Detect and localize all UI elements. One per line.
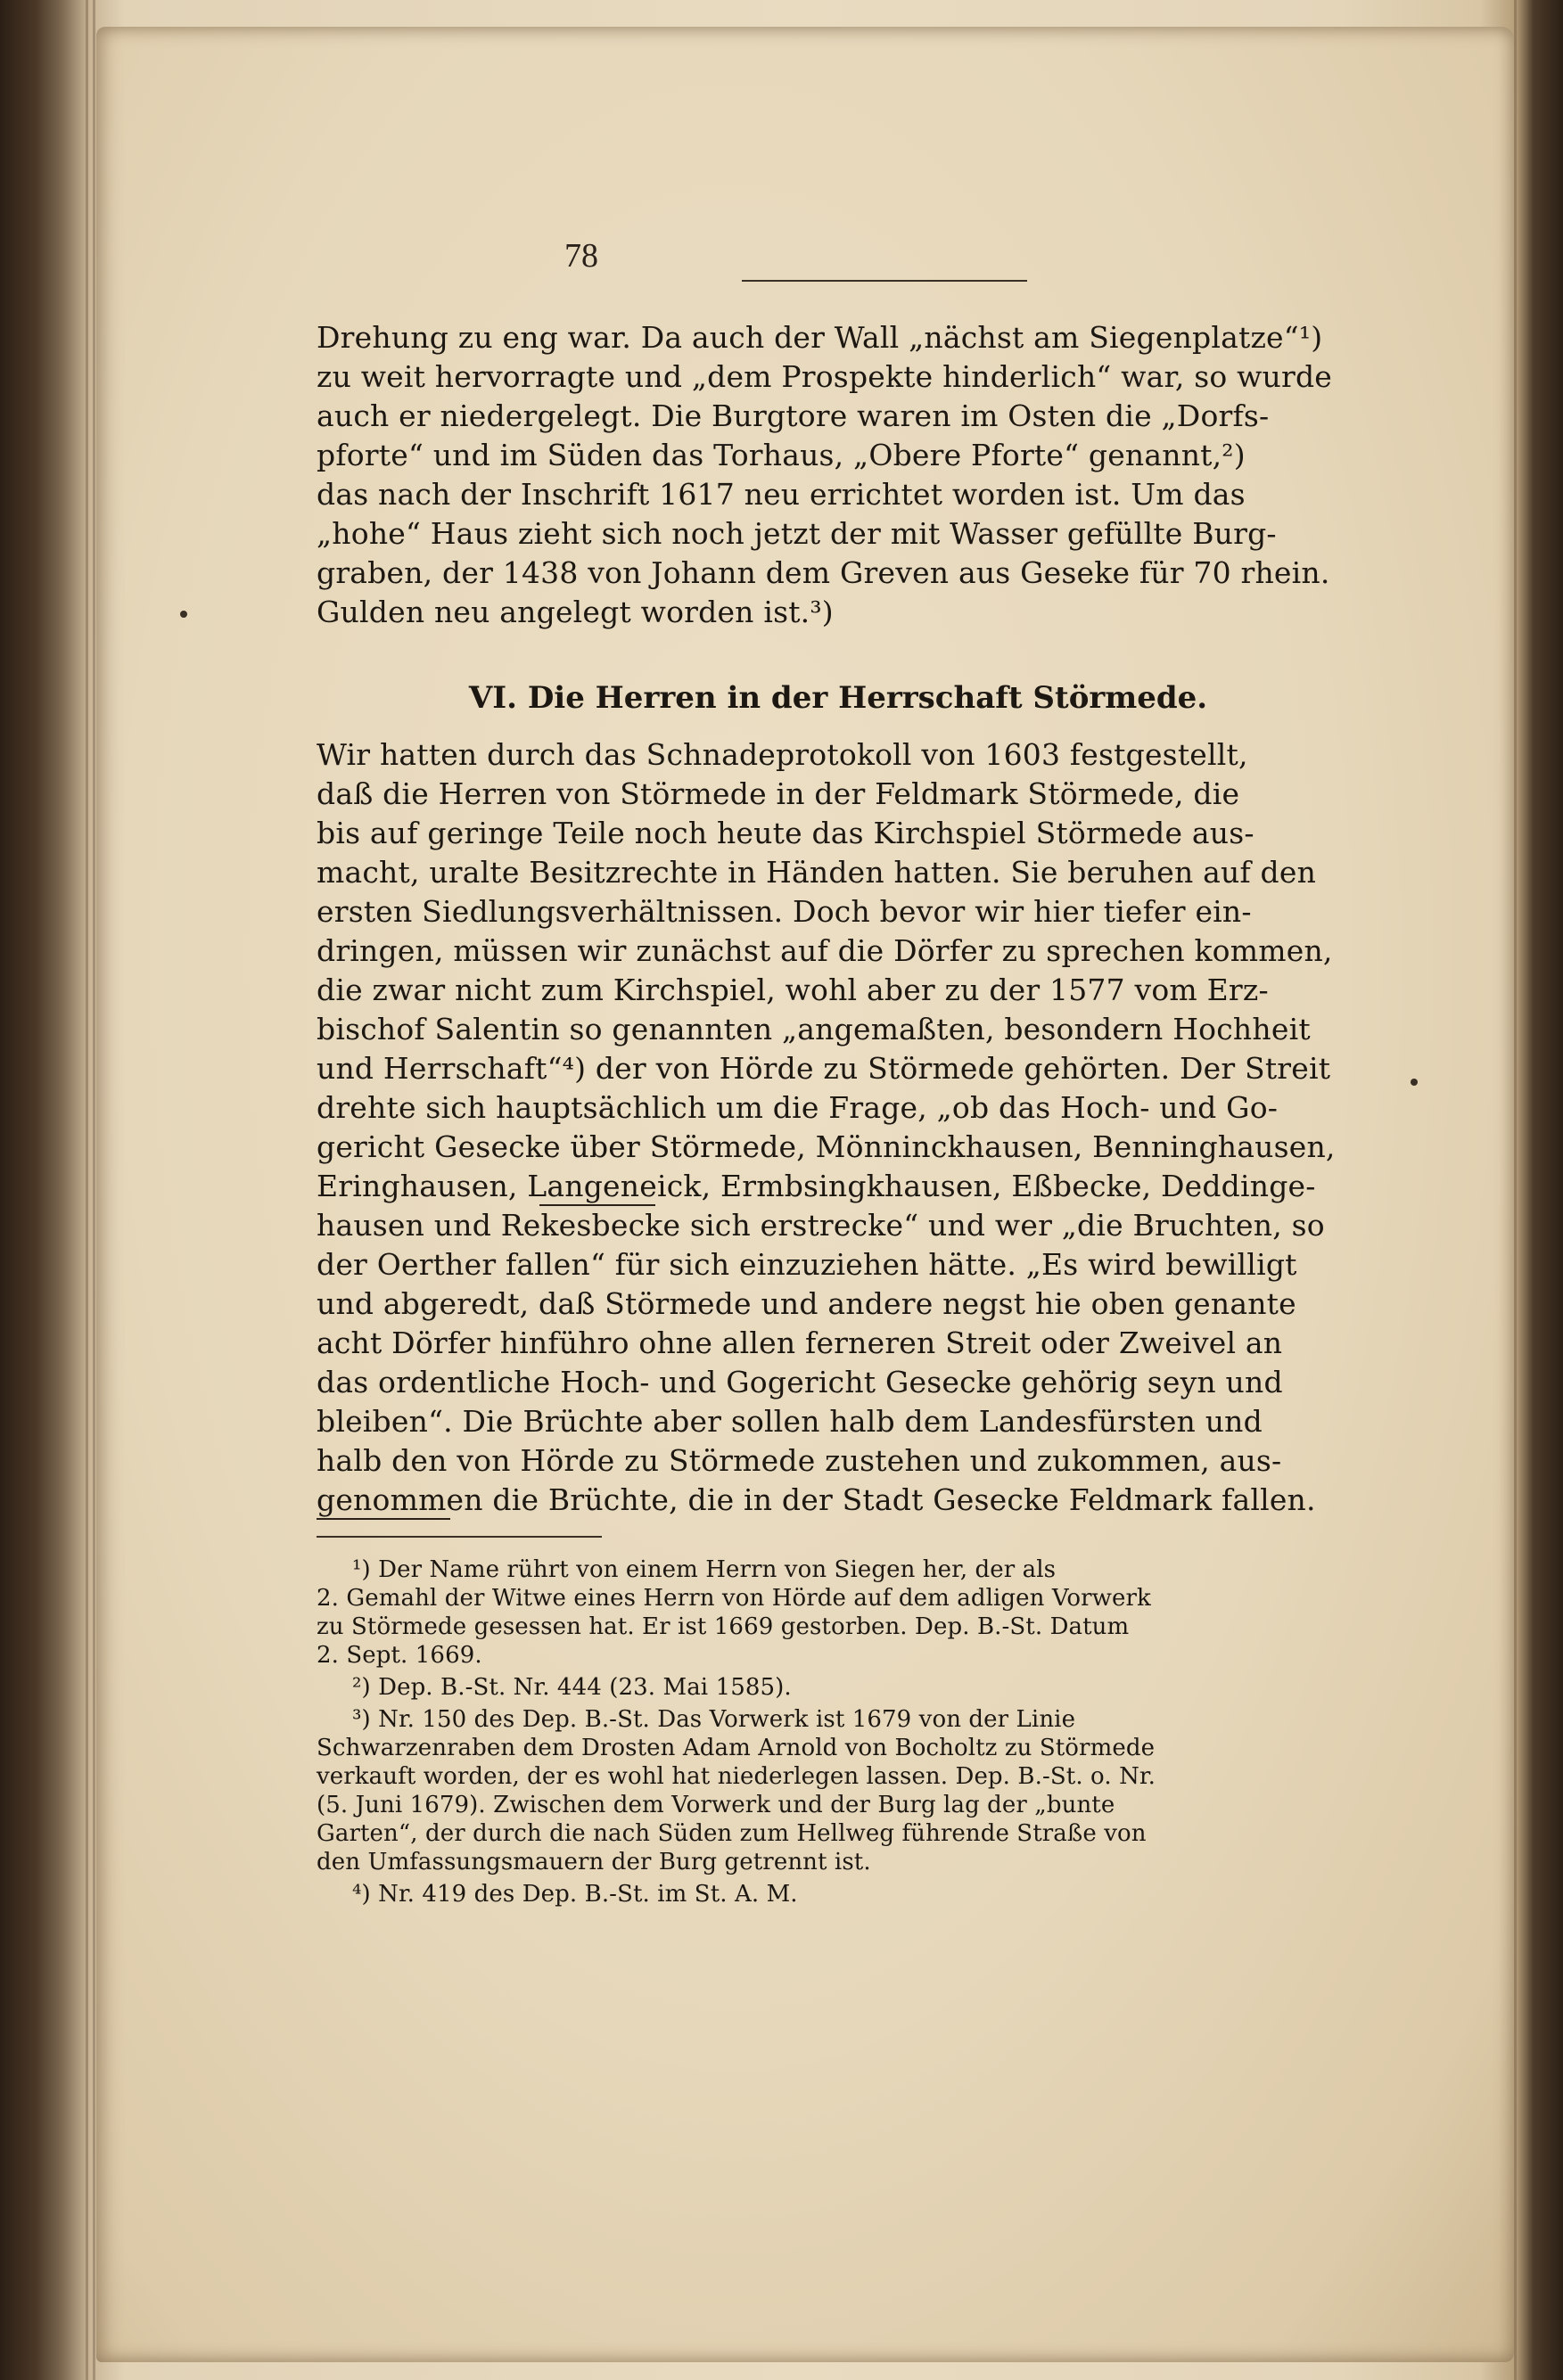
- pencil-underline: [317, 1518, 450, 1520]
- text-line: zu weit hervorragte und „dem Prospekte hinderlich“ war, so wurde: [317, 359, 1333, 394]
- text-line: halb den von Hörde zu Störmede zustehen und zukommen, aus-: [317, 1443, 1282, 1478]
- footnote-line: zu Störmede gesessen hat. Er ist 1669 gestorben. Dep. B.-St. Datum: [317, 1613, 1130, 1640]
- footnote-line: den Umfassungsmauern der Burg getrennt ist.: [317, 1849, 871, 1875]
- footnote-line: ¹) Der Name rührt von einem Herrn von Siegen her, der als: [352, 1556, 1057, 1583]
- text-line: drehte sich hauptsächlich um die Frage, „ob das Hoch- und Go-: [317, 1090, 1279, 1125]
- text-line: daß die Herren von Störmede in der Feldmark Störmede, die: [317, 776, 1240, 811]
- text-line: das ordentliche Hoch- und Gogericht Gesecke gehörig seyn und: [317, 1365, 1283, 1399]
- text-line: Eringhausen, Langeneick, Ermbsingkhausen, Eßbecke, Deddinge-: [317, 1169, 1316, 1203]
- text-line: bleiben“. Die Brüchte aber sollen halb dem Landesfürsten und: [317, 1404, 1263, 1439]
- text-line: genommen die Brüchte, die in der Stadt Gesecke Feldmark fallen.: [317, 1482, 1316, 1517]
- footnote-rule: [317, 1536, 602, 1538]
- text-line: dringen, müssen wir zunächst auf die Dörfer zu sprechen kommen,: [317, 933, 1333, 968]
- text-line: auch er niedergelegt. Die Burgtore waren im Osten die „Dorfs-: [317, 398, 1270, 433]
- page-number: 78: [564, 237, 598, 275]
- footnote-line: 2. Gemahl der Witwe eines Herrn von Hörde auf dem adligen Vorwerk: [317, 1585, 1151, 1612]
- footnote-line: (5. Juni 1679). Zwischen dem Vorwerk und der Burg lag der „bunte: [317, 1792, 1115, 1818]
- page-edge: [93, 0, 95, 2380]
- text-line: das nach der Inschrift 1617 neu errichtet worden ist. Um das: [317, 477, 1246, 512]
- text-line: bischof Salentin so genannten „angemaßten, besondern Hochheit: [317, 1012, 1311, 1046]
- section-heading: VI. Die Herren in der Herrschaft Störmede.: [468, 680, 1208, 716]
- text-line: Gulden neu angelegt worden ist.³): [317, 595, 834, 629]
- text-line: der Oerther fallen“ für sich einzuziehen hätte. „Es wird bewilligt: [317, 1247, 1297, 1282]
- footnote-line: Garten“, der durch die nach Süden zum Hellweg führende Straße von: [317, 1820, 1147, 1847]
- text-line: Drehung zu eng war. Da auch der Wall „nächst am Siegenplatze“¹): [317, 320, 1323, 355]
- footnote-line: verkauft worden, der es wohl hat niederlegen lassen. Dep. B.-St. o. Nr.: [317, 1763, 1156, 1790]
- footnote-line: ²) Dep. B.-St. Nr. 444 (23. Mai 1585).: [352, 1674, 792, 1701]
- text-line: Wir hatten durch das Schnadeprotokoll von 1603 festgestellt,: [317, 737, 1248, 772]
- text-line: graben, der 1438 von Johann dem Greven aus Geseke für 70 rhein.: [317, 555, 1330, 590]
- ink-speck: [1411, 1079, 1418, 1086]
- page-edge: [86, 0, 88, 2380]
- page-edge: [1514, 0, 1517, 2380]
- pencil-underline: [539, 1204, 655, 1206]
- text-line: und abgeredt, daß Störmede und andere negst hie oben genante: [317, 1286, 1296, 1321]
- footnote-line: 2. Sept. 1669.: [317, 1642, 482, 1669]
- footnote-line: Schwarzenraben dem Drosten Adam Arnold von Bocholtz zu Störmede: [317, 1735, 1156, 1761]
- text-line: „hohe“ Haus zieht sich noch jetzt der mit Wasser gefüllte Burg-: [317, 516, 1277, 551]
- text-line: gericht Gesecke über Störmede, Mönninckhausen, Benninghausen,: [317, 1129, 1336, 1164]
- ink-speck: [180, 611, 187, 618]
- footnote-line: ³) Nr. 150 des Dep. B.-St. Das Vorwerk ist 1679 von der Linie: [352, 1706, 1076, 1733]
- text-line: bis auf geringe Teile noch heute das Kirchspiel Störmede aus-: [317, 816, 1255, 850]
- text-line: ersten Siedlungsverhältnissen. Doch bevor wir hier tiefer ein-: [317, 894, 1252, 929]
- text-line: die zwar nicht zum Kirchspiel, wohl aber zu der 1577 vom Erz-: [317, 973, 1269, 1007]
- footnote-line: ⁴) Nr. 419 des Dep. B.-St. im St. A. M.: [352, 1881, 798, 1908]
- text-line: hausen und Rekesbecke sich erstrecke“ und wer „die Bruchten, so: [317, 1208, 1325, 1243]
- text-line: macht, uralte Besitzrechte in Händen hatten. Sie beruhen auf den: [317, 855, 1317, 890]
- text-line: pforte“ und im Süden das Torhaus, „Obere Pforte“ genannt,²): [317, 438, 1246, 472]
- header-rule: [742, 280, 1027, 282]
- text-line: und Herrschaft“⁴) der von Hörde zu Störmede gehörten. Der Streit: [317, 1051, 1331, 1086]
- text-line: acht Dörfer hinführo ohne allen ferneren Streit oder Zweivel an: [317, 1325, 1283, 1360]
